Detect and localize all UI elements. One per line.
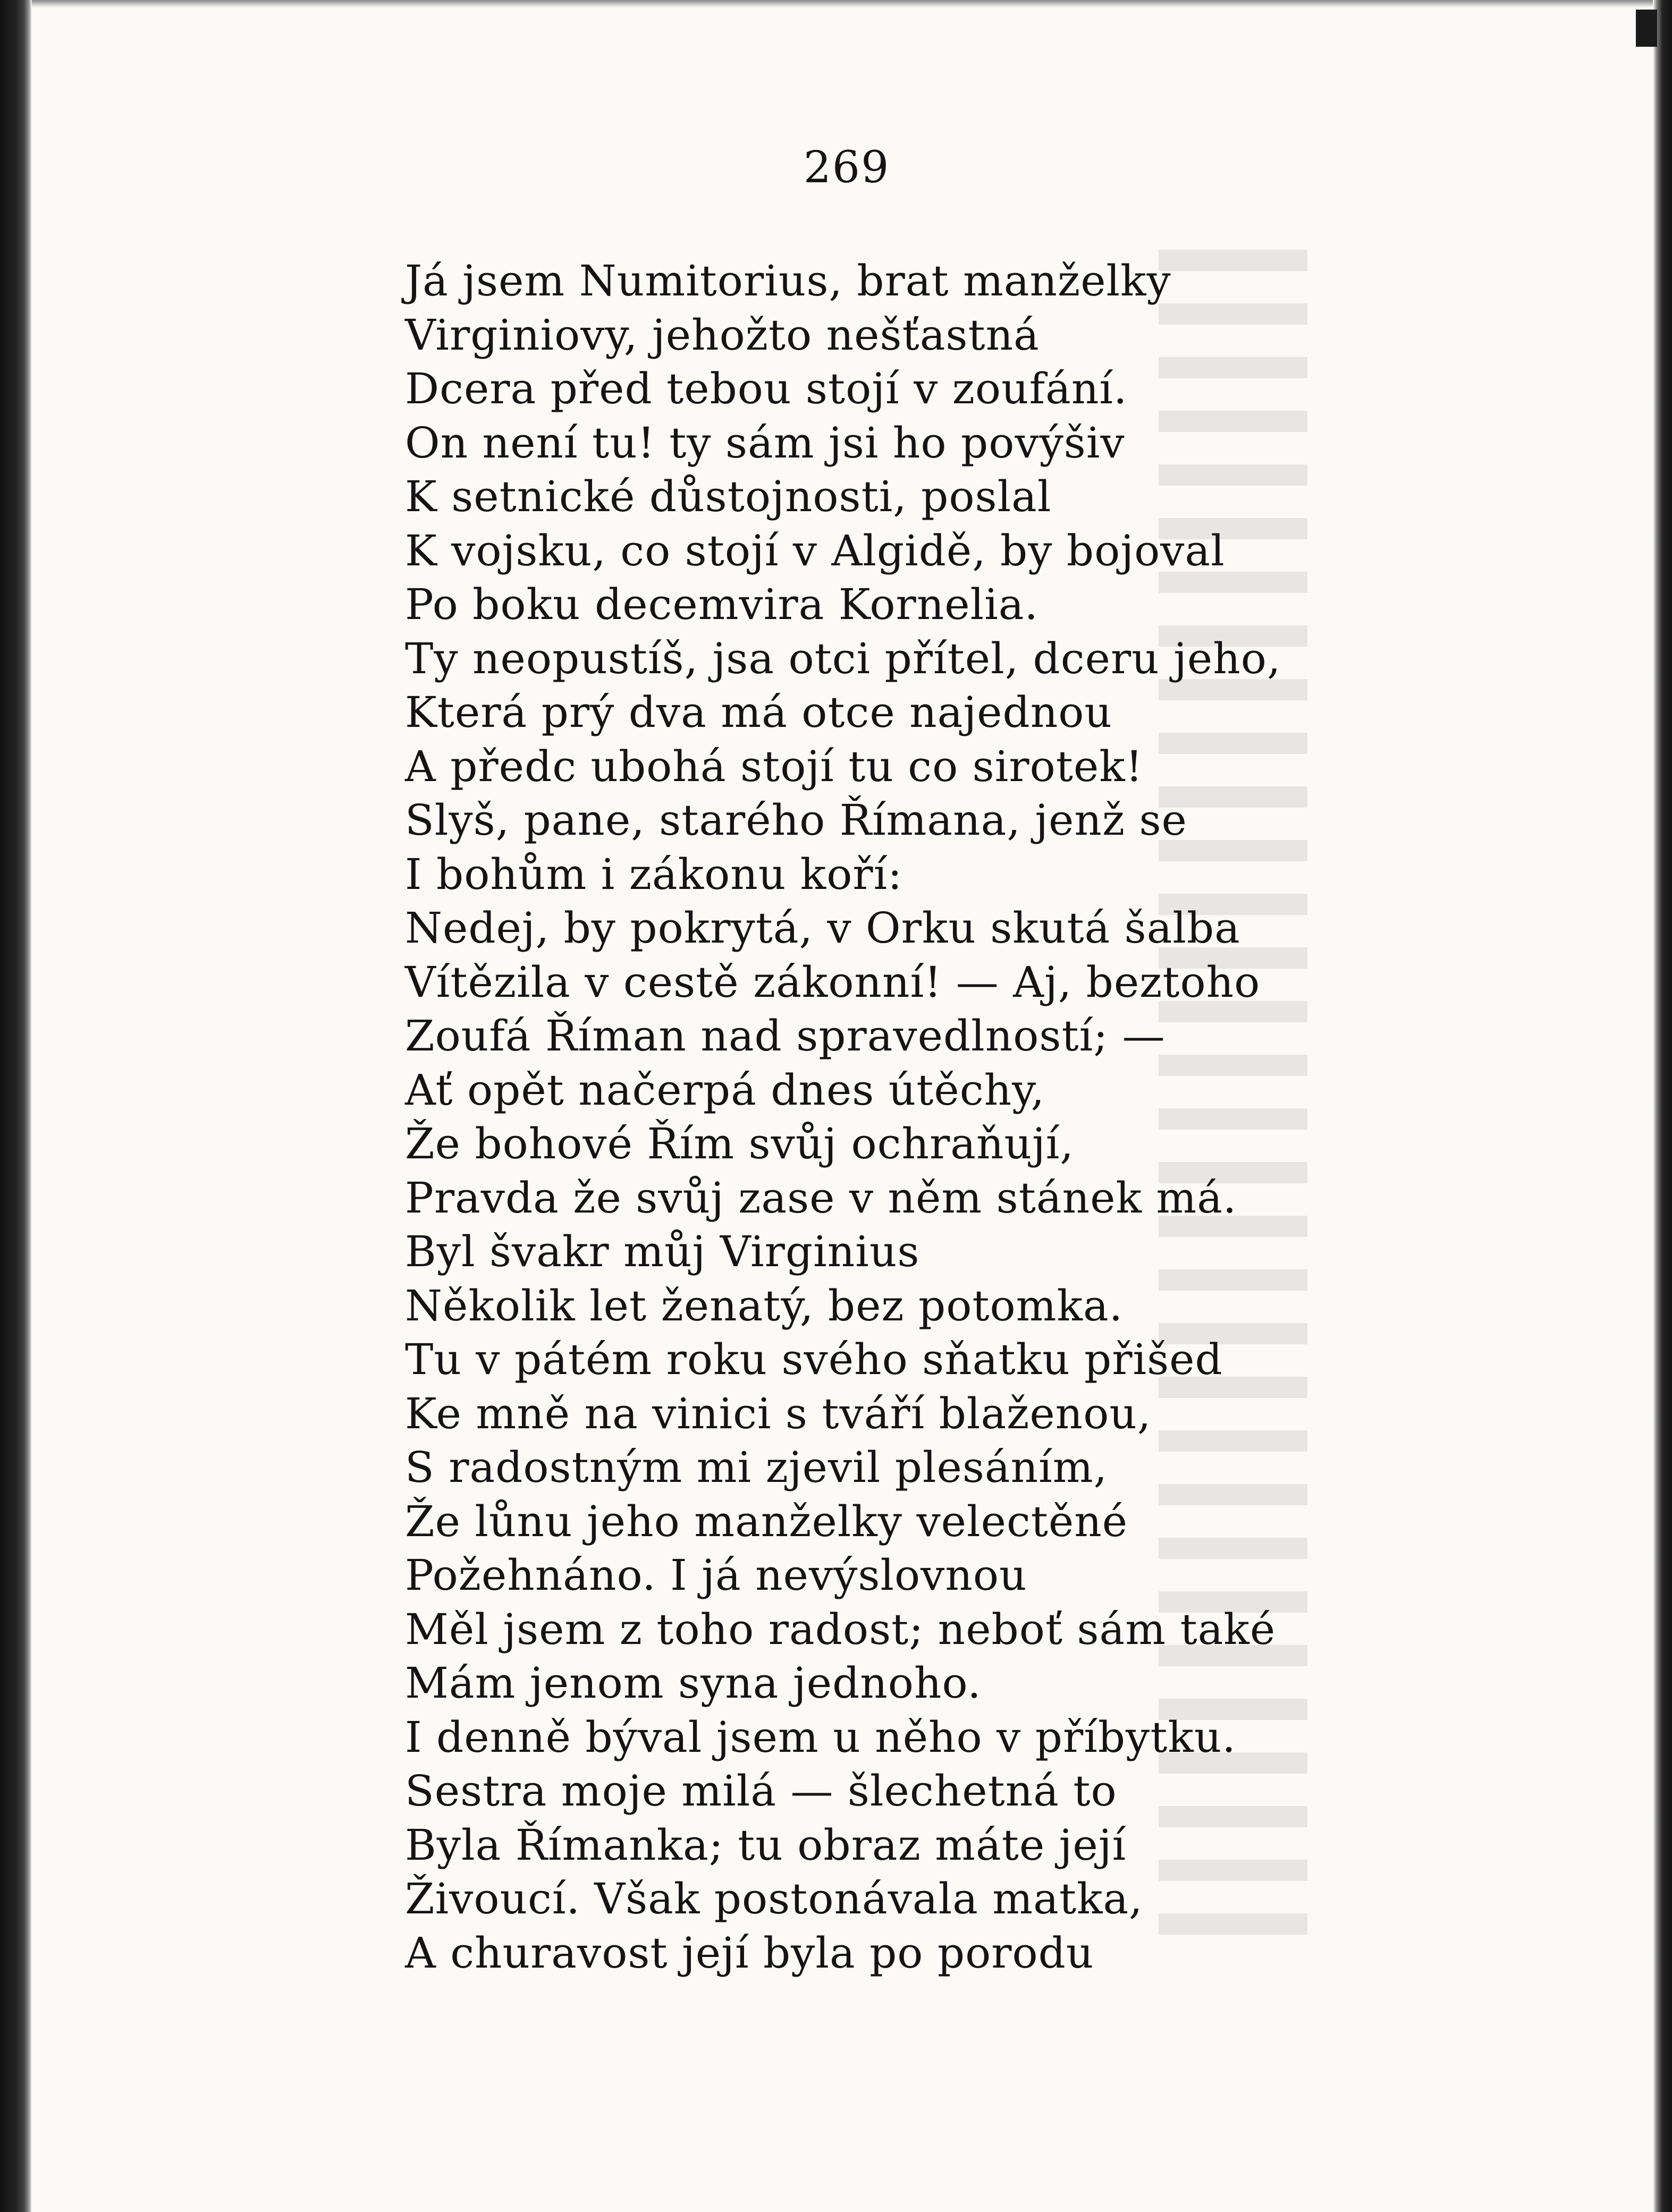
verse-line: Tu v pátém roku svého sňatku přišed [405,1335,1223,1384]
verse-line: Požehnáno. I já nevýslovnou [405,1550,1027,1600]
verse-line: K setnické důstojnosti, poslal [405,472,1052,521]
verse-line: Že lůnu jeho manželky velectěné [405,1496,1128,1546]
scan-edge-right [1653,0,1672,2212]
verse-line: Ke mně na vinici s tváří blaženou, [405,1388,1152,1438]
verse-line: Po boku decemvira Kornelia. [405,580,1038,629]
scan-edge-top [0,0,1672,7]
verse-line: A churavost její byla po porodu [405,1928,1094,1978]
verse-line: Já jsem Numitorius, brat manželky [405,256,1171,306]
verse-line: Sestra moje milá — šlechetná to [405,1766,1117,1816]
verse-line: Že bohové Řím svůj ochraňují, [405,1119,1074,1168]
verse-line: Měl jsem z toho radost; neboť sám také [405,1604,1276,1654]
verse-line: Ať opět načerpá dnes útěchy, [405,1065,1045,1115]
verse-block [405,254,1489,1980]
verse-line: Byla Římanka; tu obraz máte její [405,1820,1127,1870]
verse-line: S radostným mi zjevil plesáním, [405,1443,1108,1492]
verse-line: Mám jenom syna jednoho. [405,1658,982,1708]
verse-line: Slyš, pane, starého Římana, jenž se [405,795,1187,845]
verse-line: On není tu! ty sám jsi ho povýšiv [405,418,1125,468]
verse-line: Zoufá Říman nad spravedlností; — [405,1011,1166,1061]
verse-line: Byl švakr můj Virginius [405,1227,920,1276]
scan-edge-left [0,0,32,2212]
verse-line: K vojsku, co stojí v Algidě, by bojoval [405,526,1225,575]
verse-line: Nedej, by pokrytá, v Orku skutá šalba [405,903,1240,953]
page-number: 269 [803,142,890,193]
scan-corner-mark [1636,10,1657,47]
verse-line: I bohům i zákonu koří: [405,849,903,899]
verse-line: Virginiovy, jehožto nešťastná [405,310,1040,360]
verse-line: Vítězila v cestě zákonní! — Aj, beztoho [405,957,1261,1007]
verse-line: I denně býval jsem u něho v příbytku. [405,1712,1236,1762]
verse-line: Pravda že svůj zase v něm stánek má. [405,1173,1237,1223]
verse-line: Ty neopustíš, jsa otci přítel, dceru jeho, [405,633,1281,683]
verse-line: Několik let ženatý, bez potomka. [405,1281,1124,1330]
verse-line: Která prý dva má otce najednou [405,688,1112,737]
verse-line: Dcera před tebou stojí v zoufání. [405,364,1128,413]
verse-line: A předc ubohá stojí tu co sirotek! [405,741,1143,791]
verse-line: Živoucí. Však postonávala matka, [405,1874,1143,1923]
